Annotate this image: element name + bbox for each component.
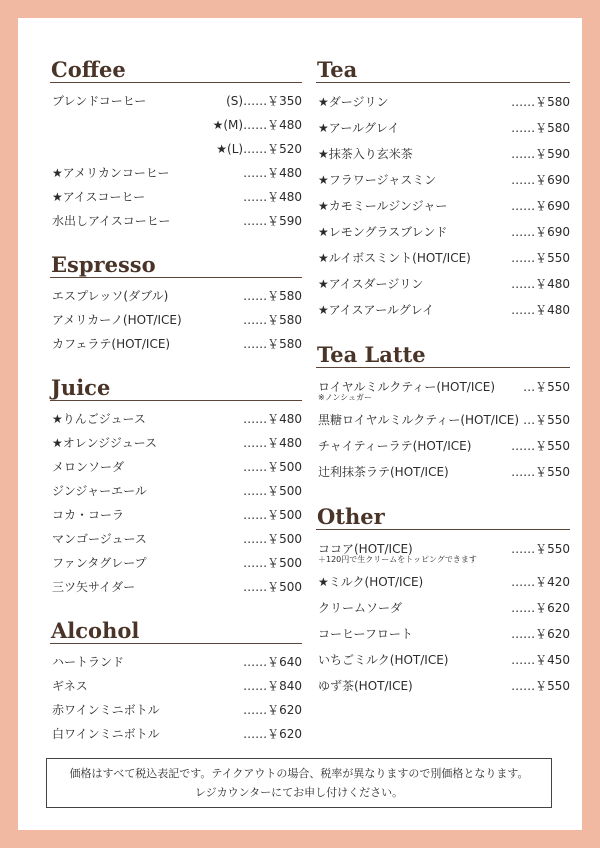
item-name: コカ・コーラ: [52, 508, 125, 522]
item-price: ……￥620: [511, 601, 570, 615]
menu-item: [316, 271, 570, 297]
item-price: ……￥450: [511, 653, 570, 667]
item-name: ★ダージリン: [318, 95, 389, 109]
item-note: ＋120円で生クリームをトッピングできます: [318, 555, 477, 564]
item-price: ……￥550: [511, 679, 570, 693]
left-column: [50, 58, 302, 766]
menu-item: [50, 455, 302, 479]
item-price: ……￥590: [243, 214, 302, 228]
item-price: ……￥500: [243, 508, 302, 522]
item-price: ……￥840: [243, 679, 302, 693]
menu-item: [50, 503, 302, 527]
menu-item: [316, 647, 570, 673]
item-price: ……￥620: [243, 727, 302, 741]
section-coffee: [50, 58, 302, 233]
item-price: ……￥550: [511, 251, 570, 265]
item-name: ★りんごジュース: [52, 412, 146, 426]
item-price: ……￥480: [511, 303, 570, 317]
item-name: 黒糖ロイヤルミルクティー(HOT/ICE): [318, 413, 520, 427]
item-price: ……￥690: [511, 225, 570, 239]
item-price: (S)……￥350: [226, 94, 302, 108]
item-price: …￥550: [523, 413, 570, 427]
item-name: ★アメリカンコーヒー: [52, 166, 170, 180]
section-title: Tea Latte: [316, 343, 570, 368]
item-name: 赤ワインミニボトル: [52, 703, 160, 717]
item-name: コーヒーフロート: [318, 627, 413, 641]
menu-item: [316, 673, 570, 699]
item-price: ……￥690: [511, 173, 570, 187]
item-name: ★フラワージャスミン: [318, 173, 437, 187]
section-alcohol: [50, 619, 302, 746]
menu-item: [316, 115, 570, 141]
item-name: 水出しアイスコーヒー: [52, 214, 171, 228]
item-name: 白ワインミニボトル: [52, 727, 160, 741]
item-name: メロンソーダ: [52, 460, 125, 474]
section-espresso: [50, 253, 302, 356]
item-price: ……￥690: [511, 199, 570, 213]
section-title: Other: [316, 505, 570, 530]
item-name: ★レモングラスブレンド: [318, 225, 448, 239]
item-price: ……￥550: [511, 465, 570, 479]
item-name: ギネス: [52, 679, 88, 693]
section-other: [316, 505, 570, 699]
menu-item: [50, 284, 302, 308]
section-title: Alcohol: [50, 619, 302, 644]
menu-item: [316, 569, 570, 595]
menu-item: [50, 722, 302, 746]
item-price: ★(L)……￥520: [216, 142, 302, 156]
item-price: ……￥620: [243, 703, 302, 717]
menu-item: [50, 479, 302, 503]
item-price: ……￥590: [511, 147, 570, 161]
section-title: Juice: [50, 376, 302, 401]
menu-item: [50, 650, 302, 674]
item-price: ……￥500: [243, 484, 302, 498]
menu-item: [50, 431, 302, 455]
menu-sheet: [18, 18, 582, 830]
item-name: チャイティーラテ(HOT/ICE): [318, 439, 472, 453]
menu-item: [316, 193, 570, 219]
tax-notice-line-1: 価格はすべて税込表記です。テイクアウトの場合、税率が異なりますので別価格となります。: [69, 767, 529, 780]
item-name: ゆず茶(HOT/ICE): [318, 679, 413, 693]
menu-item: [50, 575, 302, 599]
item-name: ★ルイボスミント(HOT/ICE): [318, 251, 471, 265]
menu-item: [50, 209, 302, 233]
item-price: ……￥500: [243, 580, 302, 594]
menu-item: [50, 407, 302, 431]
tax-notice: [46, 758, 552, 808]
item-name: クリームソーダ: [318, 601, 403, 615]
section-juice: [50, 376, 302, 599]
menu-item: [316, 141, 570, 167]
item-price: ……￥580: [511, 121, 570, 135]
item-name: カフェラテ(HOT/ICE): [52, 337, 171, 351]
item-name: ★アイスアールグレイ: [318, 303, 435, 317]
item-price: ……￥580: [243, 289, 302, 303]
item-name: ★カモミールジンジャー: [318, 199, 448, 213]
item-price: ……￥620: [511, 627, 570, 641]
item-price: ……￥580: [243, 313, 302, 327]
tax-notice-line-2: レジカウンターにてお申し付けください。: [194, 786, 404, 799]
menu-item: [316, 219, 570, 245]
item-name: ロイヤルミルクティー(HOT/ICE): [318, 380, 496, 394]
menu-item: [316, 167, 570, 193]
item-name: ★オレンジジュース: [52, 436, 158, 450]
item-price: ……￥480: [243, 436, 302, 450]
item-note: ※ノンシュガー: [318, 393, 373, 402]
item-name: ★アイスダージリン: [318, 277, 424, 291]
item-price: ……￥550: [511, 439, 570, 453]
menu-item: [316, 374, 570, 407]
item-price: ……￥480: [243, 166, 302, 180]
menu-item: [50, 332, 302, 356]
section-tea: [316, 58, 570, 323]
menu-item: [316, 297, 570, 323]
menu-item: [50, 185, 302, 209]
item-price: ……￥500: [243, 556, 302, 570]
menu-item: [50, 674, 302, 698]
menu-item: [50, 89, 302, 113]
item-name: いちごミルク(HOT/ICE): [318, 653, 449, 667]
menu-item: [316, 459, 570, 485]
item-name: ★アイスコーヒー: [52, 190, 146, 204]
item-price: ……￥480: [243, 190, 302, 204]
section-title: Coffee: [50, 58, 302, 83]
item-price: ……￥580: [511, 95, 570, 109]
item-name: ファンタグレープ: [52, 556, 147, 570]
item-name: ★アールグレイ: [318, 121, 400, 135]
menu-item: [316, 536, 570, 569]
item-price: ……￥420: [511, 575, 570, 589]
item-name: ハートランド: [52, 655, 125, 669]
section-title: Tea: [316, 58, 570, 83]
item-price: ……￥580: [243, 337, 302, 351]
menu-item: [50, 551, 302, 575]
right-column: [316, 58, 570, 719]
item-name: 三ツ矢サイダー: [52, 580, 136, 594]
menu-item: [316, 595, 570, 621]
item-name: ブレンドコーヒー: [52, 94, 147, 108]
menu-item: [316, 407, 570, 433]
menu-item: [50, 308, 302, 332]
item-name: マンゴージュース: [52, 532, 147, 546]
item-name: ★抹茶入り玄米茶: [318, 147, 413, 161]
item-name: エスプレッソ(ダブル): [52, 289, 169, 303]
section-title: Espresso: [50, 253, 302, 278]
item-price: ……￥550: [511, 542, 570, 556]
menu-item: [50, 137, 302, 161]
item-price: ★(M)……￥480: [212, 118, 302, 132]
item-name: 辻利抹茶ラテ(HOT/ICE): [318, 465, 449, 479]
item-name: ココア(HOT/ICE): [318, 542, 413, 556]
item-price: ……￥500: [243, 532, 302, 546]
menu-item: [50, 161, 302, 185]
item-name: アメリカーノ(HOT/ICE): [52, 313, 182, 327]
menu-item: [316, 433, 570, 459]
item-name: ジンジャーエール: [52, 484, 147, 498]
item-name: ★ミルク(HOT/ICE): [318, 575, 424, 589]
menu-item: [316, 621, 570, 647]
item-price: ……￥500: [243, 460, 302, 474]
item-price: ……￥480: [243, 412, 302, 426]
menu-item: [50, 527, 302, 551]
menu-item: [316, 89, 570, 115]
menu-item: [50, 113, 302, 137]
menu-item: [50, 698, 302, 722]
menu-item: [316, 245, 570, 271]
item-price: ……￥640: [243, 655, 302, 669]
item-price: ……￥480: [511, 277, 570, 291]
section-tea-latte: [316, 343, 570, 485]
item-price: …￥550: [523, 380, 570, 394]
